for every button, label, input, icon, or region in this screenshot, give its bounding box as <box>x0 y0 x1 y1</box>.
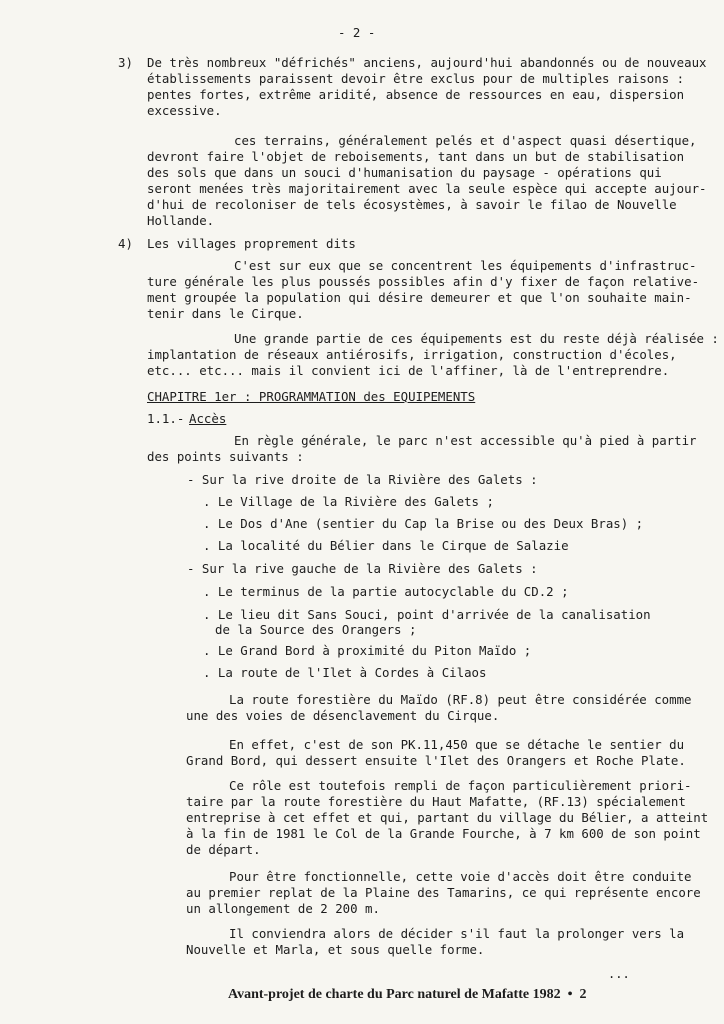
paragraph-line: ces terrains, généralement pelés et d'aspect quasi désertique, <box>234 133 697 148</box>
list-item: . Le terminus de la partie autocyclable du CD.2 ; <box>203 584 569 599</box>
item-4-marker: 4) <box>118 236 133 251</box>
paragraph-line: entreprise à cet effet et qui, partant du village du Bélier, a atteint <box>186 810 709 825</box>
item-4-heading: Les villages proprement dits <box>147 236 356 251</box>
paragraph-line: des sols que dans un souci d'humanisation du paysage - opérations qui <box>147 165 662 180</box>
list-heading: - Sur la rive droite de la Rivière des Galets : <box>187 472 538 487</box>
paragraph-line: En règle générale, le parc n'est accessible qu'à pied à partir <box>234 433 697 448</box>
list-item: . Le Grand Bord à proximité du Piton Maïdo ; <box>203 643 532 658</box>
list-item: . La localité du Bélier dans le Cirque de Salazie <box>203 538 569 553</box>
item-3-marker: 3) <box>118 55 133 70</box>
list-item: . Le Dos d'Ane (sentier du Cap la Brise ou des Deux Bras) ; <box>203 516 644 531</box>
item-3-line: pentes fortes, extrême aridité, absence de ressources en eau, dispersion <box>147 87 685 102</box>
paragraph-line: implantation de réseaux antiérosifs, irrigation, construction d'écoles, <box>147 347 677 362</box>
list-item: . Le lieu dit Sans Souci, point d'arrivée de la canalisation <box>203 607 651 622</box>
item-3-line: excessive. <box>147 103 222 118</box>
paragraph-line: de départ. <box>186 842 261 857</box>
paragraph-line: Nouvelle et Marla, et sous quelle forme. <box>186 942 485 957</box>
paragraph-line: Ce rôle est toutefois rempli de façon particulièrement priori- <box>229 778 692 793</box>
paragraph-line: Grand Bord, qui dessert ensuite l'Ilet des Orangers et Roche Plate. <box>186 753 686 768</box>
paragraph-line: ment groupée la population qui désire demeurer et que l'on souhaite main- <box>147 290 692 305</box>
page-footer: Avant-projet de charte du Parc naturel de Mafatte 1982 • 2 <box>228 987 587 1002</box>
item-3-line: établissements paraissent devoir être exclus pour de multiples raisons : <box>147 71 685 86</box>
list-item: . La route de l'Ilet à Cordes à Cilaos <box>203 665 487 680</box>
paragraph-line: tenir dans le Cirque. <box>147 306 304 321</box>
paragraph-line: taire par la route forestière du Haut Mafatte, (RF.13) spécialement <box>186 794 686 809</box>
list-heading: - Sur la rive gauche de la Rivière des Galets : <box>187 561 538 576</box>
paragraph-line: un allongement de 2 200 m. <box>186 901 380 916</box>
paragraph-line: à la fin de 1981 le Col de la Grande Fourche, à 7 km 600 de son point <box>186 826 701 841</box>
page-number: - 2 - <box>338 25 376 40</box>
section-number: 1.1.- <box>147 411 185 426</box>
paragraph-line: seront menées très majoritairement avec la seule espèce qui accepte aujour- <box>147 181 707 196</box>
section-title: Accès <box>189 411 227 426</box>
chapter-title: CHAPITRE 1er : PROGRAMMATION des EQUIPEMENTS <box>147 389 476 404</box>
paragraph-line: d'hui de recoloniser de tels écosystèmes, à savoir le filao de Nouvelle <box>147 197 677 212</box>
paragraph-line: ture générale les plus poussés possibles afin d'y fixer de façon relative- <box>147 274 700 289</box>
paragraph-line: Il conviendra alors de décider s'il faut la prolonger vers la <box>229 926 685 941</box>
paragraph-line: Pour être fonctionnelle, cette voie d'accès doit être conduite <box>229 869 692 884</box>
paragraph-line: au premier replat de la Plaine des Tamarins, ce qui représente encore <box>186 885 701 900</box>
paragraph-line: C'est sur eux que se concentrent les équipements d'infrastruc- <box>234 258 697 273</box>
continuation-marks: ... <box>608 967 630 981</box>
paragraph-line: En effet, c'est de son PK.11,450 que se détache le sentier du <box>229 737 685 752</box>
paragraph-line: une des voies de désenclavement du Cirque. <box>186 708 500 723</box>
paragraph-line: Une grande partie de ces équipements est du reste déjà réalisée : <box>234 331 719 346</box>
list-item-continuation: de la Source des Orangers ; <box>215 622 417 637</box>
item-3-line: De très nombreux "défrichés" anciens, aujourd'hui abandonnés ou de nouveaux <box>147 55 707 70</box>
list-item: . Le Village de la Rivière des Galets ; <box>203 494 494 509</box>
paragraph-line: devront faire l'objet de reboisements, tant dans un but de stabilisation <box>147 149 685 164</box>
paragraph-line: des points suivants : <box>147 449 304 464</box>
paragraph-line: Hollande. <box>147 213 215 228</box>
paragraph-line: La route forestière du Maïdo (RF.8) peut être considérée comme <box>229 692 692 707</box>
paragraph-line: etc... etc... mais il convient ici de l'affiner, là de l'entreprendre. <box>147 363 670 378</box>
